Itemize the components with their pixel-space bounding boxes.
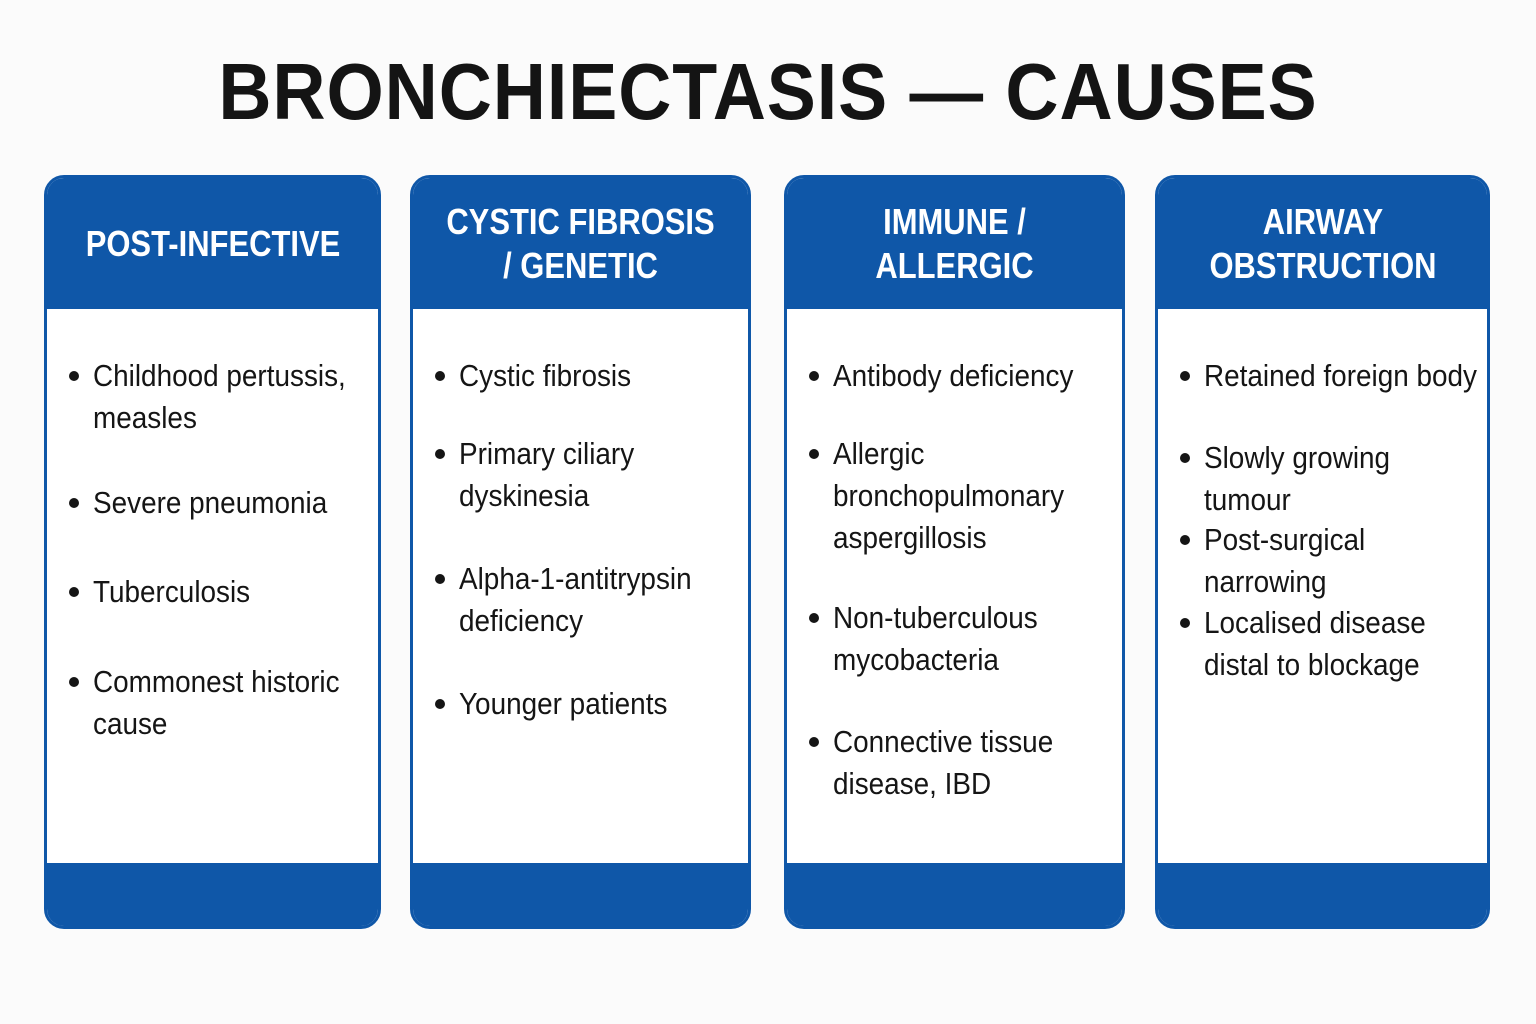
bullet-icon: [1180, 453, 1190, 463]
bullet-icon: [809, 613, 819, 623]
list-item: Younger patients: [435, 683, 742, 725]
list-item: Commonest historic cause: [69, 661, 372, 745]
bullet-icon: [69, 677, 79, 687]
bullet-icon: [69, 498, 79, 508]
bullet-icon: [435, 699, 445, 709]
cause-card-post-infective: [44, 175, 381, 929]
list-item: Alpha-1-antitrypsin deficiency: [435, 558, 742, 642]
bullet-icon: [1180, 535, 1190, 545]
bullet-icon: [1180, 618, 1190, 628]
bullet-icon: [809, 449, 819, 459]
bullet-icon: [69, 371, 79, 381]
bullet-icon: [809, 737, 819, 747]
bullet-icon: [435, 449, 445, 459]
list-item: Antibody deficiency: [809, 355, 1116, 397]
card-header: [787, 178, 1122, 309]
list-item: Connective tissue disease, IBD: [809, 721, 1082, 805]
bullet-icon: [435, 574, 445, 584]
card-header: [47, 178, 378, 309]
card-footer: [413, 863, 748, 926]
list-item: Cystic fibrosis: [435, 355, 742, 397]
page-title: BRONCHIECTASIS — CAUSES: [218, 47, 1318, 136]
list-item: Childhood pertussis, measles: [69, 355, 372, 439]
card-footer: [47, 863, 378, 926]
bullet-icon: [809, 371, 819, 381]
cause-card-obstruction: [1155, 175, 1490, 929]
list-item: Retained foreign body: [1180, 355, 1481, 397]
cause-card-immune: [784, 175, 1125, 929]
list-item: Allergic bronchopulmonary aspergillosis: [809, 433, 1082, 559]
list-item: Primary ciliary dyskinesia: [435, 433, 742, 517]
list-item: Slowly growing tumour: [1180, 437, 1481, 521]
card-heading: IMMUNE / ALLERGIC: [875, 200, 1034, 286]
list-item: Severe pneumonia: [69, 482, 372, 524]
bullet-icon: [69, 587, 79, 597]
list-item: Localised disease distal to blockage: [1180, 602, 1437, 686]
card-header: [413, 178, 748, 309]
card-heading: CYSTIC FIBROSIS / GENETIC: [446, 200, 715, 286]
card-footer: [787, 863, 1122, 926]
card-heading: POST-INFECTIVE: [85, 222, 340, 264]
list-item: Post-surgical narrowing: [1180, 519, 1481, 603]
card-body: [787, 309, 1122, 863]
card-heading: AIRWAY OBSTRUCTION: [1208, 200, 1437, 286]
list-item: Non-tuberculous mycobacteria: [809, 597, 1116, 681]
bullet-icon: [1180, 371, 1190, 381]
bullet-icon: [435, 371, 445, 381]
list-item: Tuberculosis: [69, 571, 372, 613]
card-body: [1158, 309, 1487, 863]
cause-card-genetic: [410, 175, 751, 929]
card-footer: [1158, 863, 1487, 926]
card-header: [1158, 178, 1487, 309]
card-body: [47, 309, 378, 863]
card-body: [413, 309, 748, 863]
